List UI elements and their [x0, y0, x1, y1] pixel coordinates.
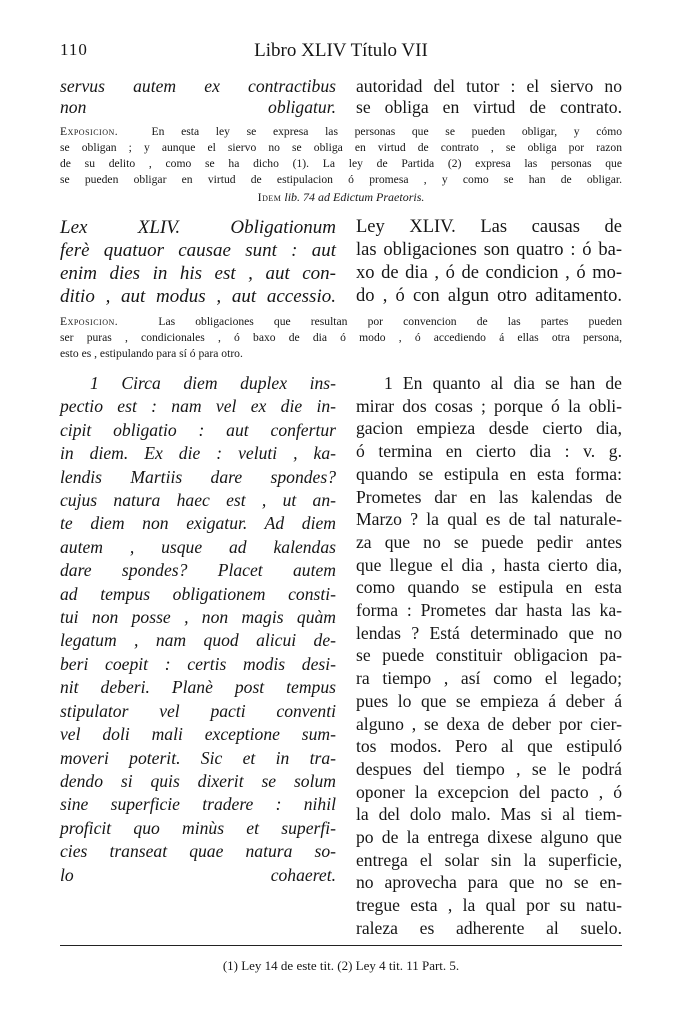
text-line: que llegue el dia , hasta cierto dia, — [356, 554, 622, 575]
text-line: despues del tiempo , se le podrá — [356, 758, 622, 779]
text-line: se obliga en virtud de contrato. — [356, 97, 622, 117]
text-line: te diem non exigatur. Ad diem — [60, 513, 336, 534]
text-line: stipulator vel pacti conventi — [60, 700, 336, 721]
text-line: ditio , aut modus , aut accessio. — [60, 286, 336, 307]
text-line: in diem. Ex die : veluti , ka- — [60, 443, 336, 464]
text-line: xo de dia , ó de condicion , ó mo- — [356, 263, 622, 283]
text-line: se puede constituir obligacion pa- — [356, 645, 622, 666]
exposicion-label: Exposicion. — [60, 315, 119, 328]
text-line: como quando se estipula en esta — [356, 577, 622, 598]
text-line: oponer la excepcion del pacto , ó — [356, 781, 622, 802]
text-line: Marzo ? la qual es de tal naturale- — [356, 509, 622, 530]
text-line: Ley XLIV. Las causas de — [356, 217, 622, 237]
text-line: Lex XLIV. Obligationum — [60, 217, 336, 238]
text-line: beri coepit : certis modis desi- — [60, 653, 336, 674]
text-line: de su delito , como se ha dicho (1). La ley de Partida (2) expresa las personas que — [60, 157, 622, 170]
lex-latin — [60, 216, 336, 308]
footnote-rule — [60, 945, 622, 946]
text-line: lendas ? Está determinado que no — [356, 622, 622, 643]
idem-text: lib. 74 ad Edictum Praetoris. — [284, 190, 425, 204]
page-header — [60, 40, 622, 66]
source-citation — [0, 190, 682, 205]
text-line: ad tempus obligationem consti- — [60, 583, 336, 604]
text-line: legatum , nam quod alicui de- — [60, 630, 336, 651]
exposicion-label: Exposicion. — [60, 125, 119, 138]
text-line: cujus natura haec est , ut an- — [60, 490, 336, 511]
text-line: entrega el solar sin la superficie, — [356, 849, 622, 870]
text-line: pectio est : nam vel ex die in- — [60, 396, 336, 417]
text-line: esto es , estipulando para sí ó para otro. — [60, 347, 243, 360]
text-line: ser puras , condicionales , ó baxo de dia ó modo , ó accediendo á ellas otra persona, — [60, 331, 622, 344]
text-line: nit deberi. Planè post tempus — [60, 677, 336, 698]
note-text: Las obligaciones que resultan por convencion de las partes pueden — [158, 315, 622, 328]
exposicion-1 — [60, 124, 622, 188]
running-title: Libro XLIV Título VII — [254, 40, 428, 61]
text-line: cies transeat quae natura so- — [60, 841, 336, 862]
text-line: ó termina en cierto dia : v. g. — [356, 441, 622, 462]
text-line: 1 Circa diem duplex ins- — [90, 373, 336, 393]
text-line: quando se estipula en esta forma: — [356, 463, 622, 484]
text-line: gacion empieza desde cierto dia, — [356, 418, 622, 439]
text-line: lendis Martiis dare spondes? — [60, 466, 336, 487]
text-line: proficit quo minùs et superfi- — [60, 817, 336, 838]
top-latin — [60, 76, 336, 118]
text-line: autoridad del tutor : el siervo no — [356, 76, 622, 96]
text-line: tregue esta , la qual por su natu- — [356, 895, 622, 916]
text-line: se obligan ; y aunque el siervo no se obliga en virtud de contrato , se obliga por razon — [60, 141, 622, 154]
text-line: za que no se puede pedir antes — [356, 531, 622, 552]
lex-spanish — [356, 216, 622, 308]
text-line: lo cohaeret. — [60, 864, 336, 885]
text-line: Prometes dar en las kalendas de — [356, 486, 622, 507]
text-line: moveri poterit. Sic et in tra- — [60, 747, 336, 768]
text-line: mirar dos cosas ; porque ó la obli- — [356, 395, 622, 416]
top-spanish — [356, 76, 622, 118]
text-line: se pueden obligar en virtud de estipulacion ó promesa , y como se han de obligar. — [60, 173, 622, 186]
text-line: alguno , se dexa de deber por cier- — [356, 713, 622, 734]
text-line: tos modos. Pero al que estipuló — [356, 736, 622, 757]
text-line — [60, 124, 622, 140]
text-line: enim dies in his est , aut con- — [60, 263, 336, 284]
text-line: sine superficie tradere : nihil — [60, 794, 336, 815]
idem-label: Idem — [257, 190, 282, 204]
text-line: no aprovecha para que no se en- — [356, 872, 622, 893]
text-line: pues lo que se empieza á deber á — [356, 690, 622, 711]
text-line: vel doli mali exceptione sum- — [60, 724, 336, 745]
text-line: non obligatur. — [60, 97, 336, 117]
text-line: autem , usque ad kalendas — [60, 536, 336, 557]
text-line: forma : Prometes dar hasta las ka- — [356, 600, 622, 621]
text-line: 1 En quanto al dia se han de — [384, 373, 622, 393]
text-line — [60, 314, 622, 330]
note-text: En esta ley se expresa las personas que se pueden obligar, y cómo — [151, 125, 623, 138]
text-line: cipit obligatio : aut confertur — [60, 419, 336, 440]
text-line: dare spondes? Placet autem — [60, 560, 336, 581]
text-line: dendo si quis dixerit se solum — [60, 770, 336, 791]
text-line: ferè quatuor causae sunt : aut — [60, 240, 336, 261]
page-number: 110 — [60, 40, 88, 59]
exposicion-2 — [60, 314, 622, 362]
section-1-latin — [60, 372, 336, 887]
text-line: las obligaciones son quatro : ó ba- — [356, 240, 622, 260]
text-line: servus autem ex contractibus — [60, 76, 336, 96]
text-line: la del dolo malo. Mas si al tiem- — [356, 804, 622, 825]
text-line: do , ó con algun otro aditamento. — [356, 286, 622, 306]
section-1-spanish — [356, 372, 622, 940]
text-line: tui non posse , non magis quàm — [60, 607, 336, 628]
footnotes: (1) Ley 14 de este tit. (2) Ley 4 tit. 11 Part. 5. — [222, 958, 460, 973]
text-line: ra tiempo , así como el legado; — [356, 668, 622, 689]
text-line: po de la entrega dixese alguno que — [356, 827, 622, 848]
text-line: raleza es adherente al suelo. — [356, 917, 622, 938]
